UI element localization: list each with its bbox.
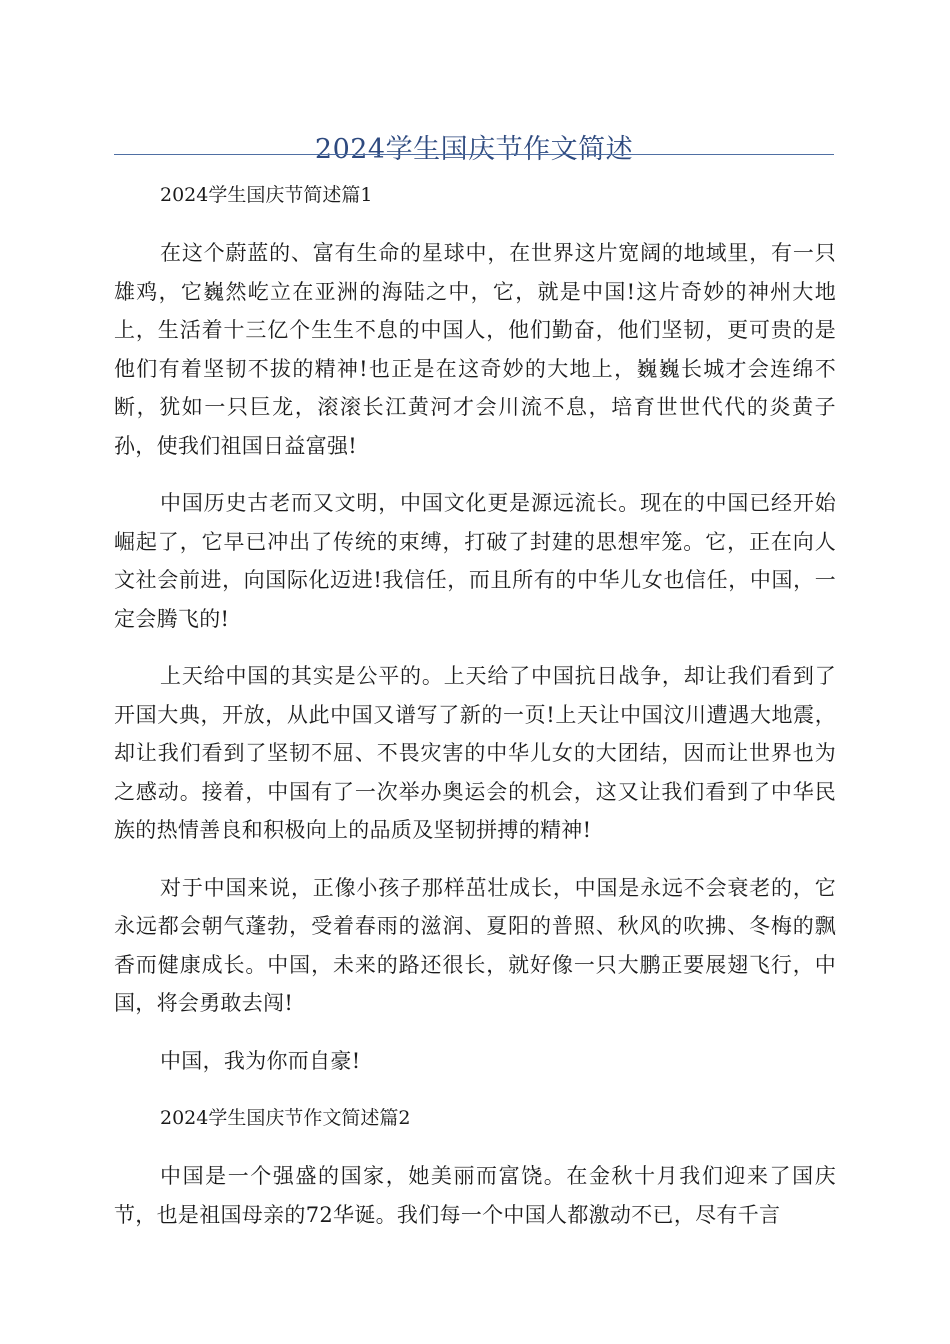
section-heading: 2024学生国庆节作文简述篇2 [160,1107,411,1129]
document-body [114,176,836,1234]
section-1 [114,176,836,1080]
paragraph: 在这个蔚蓝的、富有生命的星球中，在世界这片宽阔的地域里，有一只雄鸡，它巍然屹立在亚洲的海陆之中，它，就是中国!这片奇妙的神州大地上，生活着十三亿个生生不息的中国人，他们勤奋，他们坚韧，更可贵的是他们有着坚韧不拔的精神!也正是在这奇妙的大地上，巍巍长城才会连绵不断，犹如一只巨龙，滚滚长江黄河才会川流不息，培育世世代代的炎黄子孙，使我们祖国日益富强! [114,241,836,458]
paragraph: 中国是一个强盛的国家，她美丽而富饶。在金秋十月我们迎来了国庆节，也是祖国母亲的72华诞。我们每一个中国人都激动不已，尽有千言 [114,1164,836,1227]
title-underline [114,154,834,155]
section-2 [114,1099,836,1234]
paragraph: 中国历史古老而又文明，中国文化更是源远流长。现在的中国已经开始崛起了，它早已冲出了传统的束缚，打破了封建的思想牢笼。它，正在向人文社会前进，向国际化迈进!我信任，而且所有的中华儿女也信任，中国，一定会腾飞的! [114,491,836,631]
section-heading: 2024学生国庆节简述篇1 [160,184,373,206]
document-title: 2024学生国庆节作文简述 [314,134,634,166]
paragraph: 中国，我为你而自豪! [160,1048,361,1073]
paragraph: 对于中国来说，正像小孩子那样茁壮成长，中国是永远不会衰老的，它永远都会朝气蓬勃，受着春雨的滋润、夏阳的普照、秋风的吹拂、冬梅的飘香而健康成长。中国，未来的路还很长，就好像一只大鹏正要展翅飞行，中国，将会勇敢去闯! [114,875,836,1015]
paragraph: 上天给中国的其实是公平的。上天给了中国抗日战争，却让我们看到了开国大典，开放，从此中国又谱写了新的一页!上天让中国汶川遭遇大地震，却让我们看到了坚韧不屈、不畏灾害的中华儿女的大团结，因而让世界也为之感动。接着，中国有了一次举办奥运会的机会，这又让我们看到了中华民族的热情善良和积极向上的品质及坚韧拼搏的精神! [114,664,836,842]
